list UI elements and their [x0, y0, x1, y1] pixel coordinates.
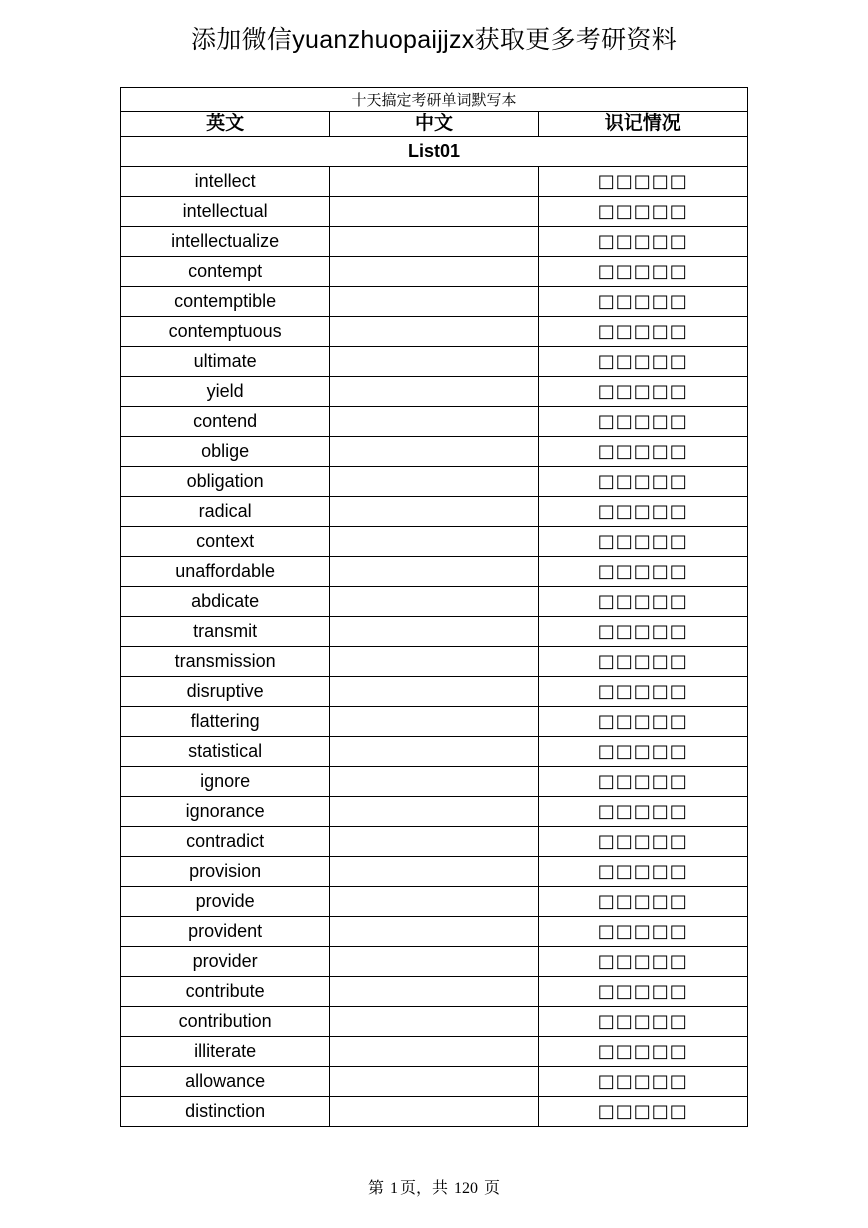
memory-checkboxes-cell[interactable]: □□□□□ [538, 257, 747, 287]
table-row [121, 587, 748, 617]
memory-checkboxes-cell[interactable]: □□□□□ [538, 557, 747, 587]
table-row [121, 947, 748, 977]
table-row [121, 917, 748, 947]
footer-page-number: 1 [389, 1180, 398, 1197]
chinese-meaning-input-cell[interactable] [330, 617, 538, 647]
english-word-cell: transmit [121, 617, 330, 647]
memory-checkboxes-cell[interactable]: □□□□□ [538, 527, 747, 557]
chinese-meaning-input-cell[interactable] [330, 407, 538, 437]
memory-checkboxes-cell[interactable]: □□□□□ [538, 377, 747, 407]
chinese-meaning-input-cell[interactable] [330, 167, 538, 197]
table-row [121, 1037, 748, 1067]
table-row [121, 707, 748, 737]
chinese-meaning-input-cell[interactable] [330, 377, 538, 407]
table-row [121, 227, 748, 257]
english-word-cell: ultimate [121, 347, 330, 377]
table-row [121, 467, 748, 497]
memory-checkboxes-cell[interactable]: □□□□□ [538, 287, 747, 317]
table-caption: 十天搞定考研单词默写本 [121, 88, 748, 112]
column-header-memory-status: 识记情况 [538, 112, 747, 137]
footer-prefix: 第 [367, 1180, 384, 1197]
table-caption-row [121, 88, 748, 112]
table-row [121, 557, 748, 587]
chinese-meaning-input-cell[interactable] [330, 677, 538, 707]
table-row [121, 347, 748, 377]
table-row [121, 377, 748, 407]
chinese-meaning-input-cell[interactable] [330, 1067, 538, 1097]
english-word-cell: radical [121, 497, 330, 527]
chinese-meaning-input-cell[interactable] [330, 467, 538, 497]
table-row [121, 857, 748, 887]
memory-checkboxes-cell[interactable]: □□□□□ [538, 797, 747, 827]
chinese-meaning-input-cell[interactable] [330, 347, 538, 377]
table-row [121, 767, 748, 797]
chinese-meaning-input-cell[interactable] [330, 1007, 538, 1037]
memory-checkboxes-cell[interactable]: □□□□□ [538, 947, 747, 977]
english-word-cell: contribute [121, 977, 330, 1007]
table-row [121, 407, 748, 437]
english-word-cell: ignorance [121, 797, 330, 827]
chinese-meaning-input-cell[interactable] [330, 197, 538, 227]
english-word-cell: transmission [121, 647, 330, 677]
table-row [121, 827, 748, 857]
vocabulary-table [120, 87, 748, 1127]
english-word-cell: statistical [121, 737, 330, 767]
english-word-cell: contempt [121, 257, 330, 287]
table-row [121, 317, 748, 347]
chinese-meaning-input-cell[interactable] [330, 797, 538, 827]
table-row [121, 497, 748, 527]
memory-checkboxes-cell[interactable]: □□□□□ [538, 497, 747, 527]
memory-checkboxes-cell[interactable]: □□□□□ [538, 827, 747, 857]
memory-checkboxes-cell[interactable]: □□□□□ [538, 407, 747, 437]
chinese-meaning-input-cell[interactable] [330, 647, 538, 677]
memory-checkboxes-cell[interactable]: □□□□□ [538, 857, 747, 887]
chinese-meaning-input-cell[interactable] [330, 317, 538, 347]
page-header-watermark: 添加微信yuanzhuopaijjzx获取更多考研资料 [191, 26, 677, 54]
memory-checkboxes-cell[interactable]: □□□□□ [538, 317, 747, 347]
memory-checkboxes-cell[interactable]: □□□□□ [538, 1097, 747, 1127]
memory-checkboxes-cell[interactable]: □□□□□ [538, 1007, 747, 1037]
list-title: List01 [121, 137, 748, 167]
english-word-cell: intellect [121, 167, 330, 197]
memory-checkboxes-cell[interactable]: □□□□□ [538, 647, 747, 677]
table-row [121, 287, 748, 317]
memory-checkboxes-cell[interactable]: □□□□□ [538, 1067, 747, 1097]
memory-checkboxes-cell[interactable]: □□□□□ [538, 437, 747, 467]
chinese-meaning-input-cell[interactable] [330, 527, 538, 557]
english-word-cell: contemptible [121, 287, 330, 317]
list-title-row [121, 137, 748, 167]
memory-checkboxes-cell[interactable]: □□□□□ [538, 167, 747, 197]
english-word-cell: context [121, 527, 330, 557]
memory-checkboxes-cell[interactable]: □□□□□ [538, 887, 747, 917]
memory-checkboxes-cell[interactable]: □□□□□ [538, 197, 747, 227]
chinese-meaning-input-cell[interactable] [330, 977, 538, 1007]
table-row [121, 197, 748, 227]
chinese-meaning-input-cell[interactable] [330, 437, 538, 467]
english-word-cell: allowance [121, 1067, 330, 1097]
chinese-meaning-input-cell[interactable] [330, 287, 538, 317]
english-word-cell: contemptuous [121, 317, 330, 347]
english-word-cell: provide [121, 887, 330, 917]
english-word-cell: disruptive [121, 677, 330, 707]
table-row [121, 737, 748, 767]
english-word-cell: provident [121, 917, 330, 947]
english-word-cell: flattering [121, 707, 330, 737]
chinese-meaning-input-cell[interactable] [330, 1097, 538, 1127]
table-row [121, 257, 748, 287]
english-word-cell: distinction [121, 1097, 330, 1127]
table-header-row [121, 112, 748, 137]
memory-checkboxes-cell[interactable]: □□□□□ [538, 227, 747, 257]
table-row [121, 977, 748, 1007]
word-rows [121, 167, 748, 1127]
english-word-cell: ignore [121, 767, 330, 797]
table-row [121, 617, 748, 647]
table-row [121, 167, 748, 197]
chinese-meaning-input-cell[interactable] [330, 857, 538, 887]
page-footer [0, 1175, 868, 1198]
memory-checkboxes-cell[interactable]: □□□□□ [538, 917, 747, 947]
english-word-cell: contend [121, 407, 330, 437]
english-word-cell: obligation [121, 467, 330, 497]
table-row [121, 677, 748, 707]
chinese-meaning-input-cell[interactable] [330, 227, 538, 257]
english-word-cell: intellectualize [121, 227, 330, 257]
english-word-cell: contradict [121, 827, 330, 857]
column-header-english: 英文 [121, 112, 330, 137]
memory-checkboxes-cell[interactable]: □□□□□ [538, 1037, 747, 1067]
english-word-cell: intellectual [121, 197, 330, 227]
column-header-chinese: 中文 [330, 112, 538, 137]
table-row [121, 797, 748, 827]
memory-checkboxes-cell[interactable]: □□□□□ [538, 707, 747, 737]
english-word-cell: unaffordable [121, 557, 330, 587]
footer-suffix: 页 [484, 1180, 501, 1197]
table-row [121, 527, 748, 557]
chinese-meaning-input-cell[interactable] [330, 1037, 538, 1067]
chinese-meaning-input-cell[interactable] [330, 257, 538, 287]
table-row [121, 1067, 748, 1097]
english-word-cell: oblige [121, 437, 330, 467]
memory-checkboxes-cell[interactable]: □□□□□ [538, 587, 747, 617]
chinese-meaning-input-cell[interactable] [330, 557, 538, 587]
english-word-cell: yield [121, 377, 330, 407]
footer-total-pages: 120 [454, 1180, 478, 1197]
english-word-cell: abdicate [121, 587, 330, 617]
memory-checkboxes-cell[interactable]: □□□□□ [538, 767, 747, 797]
english-word-cell: contribution [121, 1007, 330, 1037]
chinese-meaning-input-cell[interactable] [330, 917, 538, 947]
english-word-cell: provision [121, 857, 330, 887]
memory-checkboxes-cell[interactable]: □□□□□ [538, 467, 747, 497]
memory-checkboxes-cell[interactable]: □□□□□ [538, 677, 747, 707]
footer-mid: 页，共 [399, 1180, 448, 1197]
memory-checkboxes-cell[interactable]: □□□□□ [538, 737, 747, 767]
chinese-meaning-input-cell[interactable] [330, 887, 538, 917]
memory-checkboxes-cell[interactable]: □□□□□ [538, 977, 747, 1007]
table-row [121, 647, 748, 677]
chinese-meaning-input-cell[interactable] [330, 947, 538, 977]
chinese-meaning-input-cell[interactable] [330, 707, 538, 737]
chinese-meaning-input-cell[interactable] [330, 587, 538, 617]
memory-checkboxes-cell[interactable]: □□□□□ [538, 617, 747, 647]
english-word-cell: illiterate [121, 1037, 330, 1067]
table-row [121, 1097, 748, 1127]
memory-checkboxes-cell[interactable]: □□□□□ [538, 347, 747, 377]
chinese-meaning-input-cell[interactable] [330, 767, 538, 797]
chinese-meaning-input-cell[interactable] [330, 827, 538, 857]
table-row [121, 1007, 748, 1037]
table-row [121, 887, 748, 917]
english-word-cell: provider [121, 947, 330, 977]
chinese-meaning-input-cell[interactable] [330, 737, 538, 767]
chinese-meaning-input-cell[interactable] [330, 497, 538, 527]
table-row [121, 437, 748, 467]
